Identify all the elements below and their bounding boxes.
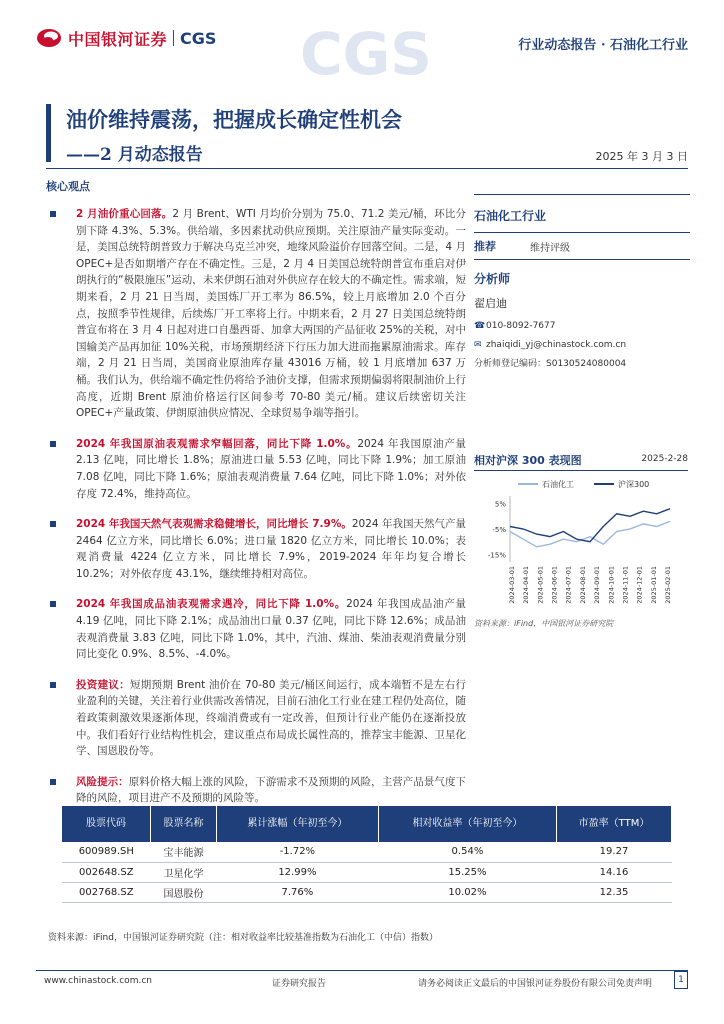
brand-logo [36,26,216,50]
paragraph-lead: 2024 年我国成品油表观需求遇冷，同比下降 1.0%。 [76,598,347,611]
paragraph-refined-demand [50,596,466,662]
analyst-name: 翟启迪 [474,297,507,310]
cell-pe: 14.16 [556,862,671,882]
logo-en-text: CGS [180,28,217,48]
paragraph-crude-demand [50,436,466,502]
footer-divider [36,970,688,971]
x-tick-label: 2024-07-01 [564,566,573,604]
chart-title: 相对沪深 300 表现图 [474,454,582,467]
x-tick-label: 2024-11-01 [621,566,630,604]
bullet-square-icon [50,521,56,527]
cgs-watermark [300,8,432,92]
table-row [62,862,672,882]
cell-pe: 19.27 [556,842,671,862]
phone-icon: ☎ [474,321,486,331]
paragraph-body: 原料价格大幅上涨的风险，下游需求不及预期的风险，主营产品景气度下降的风险，项目进产不及预期的风险等。 [76,775,467,805]
col-code: 股票代码 [62,806,151,842]
cell-cum-return: 7.76% [216,882,378,902]
cell-cum-return: -1.72% [216,842,378,862]
x-tick-label: 2024-09-01 [593,566,602,604]
paragraph-lead: 投资建议： [76,678,130,691]
cell-name: 国恩股份 [151,882,217,902]
chart-date: 2025-2-28 [641,454,688,464]
x-tick-label: 2024-12-01 [635,566,644,604]
paragraph-lead: 2 月油价重心回落。 [76,208,173,220]
paragraph-oil-price [50,206,466,422]
title-accent-bar [46,104,51,162]
phone-text: 010-8092-7677 [486,321,556,331]
report-subtitle: ——2 月动态报告 [66,145,203,165]
cell-rel-return: 15.25% [378,862,556,882]
chart-divider [474,470,688,471]
col-cum-return: 累计涨幅（年初至今） [216,806,378,842]
table-source: 资料来源：iFind，中国银河证券研究院（注：相对收益率比较基准指数为石油化工（中信）指数） [48,933,438,943]
svg-text:CGS: CGS [300,20,432,88]
paragraph-lead: 风险提示： [76,775,129,788]
report-category: 行业动态报告 · 石油化工行业 [518,38,688,53]
core-views [50,206,466,821]
cell-code: 600989.SH [62,842,151,862]
cell-code: 002648.SZ [62,862,151,882]
analyst-email[interactable] [474,336,690,355]
x-tick-label: 2024-08-01 [578,566,587,604]
rating-row [474,233,690,259]
analyst-phone [474,317,690,336]
email-icon: ✉ [474,340,482,350]
x-tick-label: 2025-02-01 [664,566,672,604]
x-tick-label: 2024-04-01 [522,566,531,604]
page-number: 1 [674,971,688,989]
analyst-cert [474,355,690,374]
chart-source: 资料来源：iFind，中国银河证券研究院 [474,619,614,628]
paragraph-lead: 2024 年我国原油表观需求窄幅回落，同比下降 1.0%。 [76,437,358,450]
paragraph-body: 2024 年我国天然气产量 2464 亿立方米，同比增长 6.0%；进口量 1820 亿立方米，同比增长 10.0%；表观消费量 4224 亿立方米，同比增长 7.9%，2019-2024 年年均复合增长 10.2%；对外依存度 43.1%，继续维持相对高位。 [76,518,467,580]
analyst-heading: 分析师 [474,272,511,286]
y-tick-label: -15% [487,551,506,560]
footer-disclaimer: 请务必阅读正文最后的中国银河证券股份有限公司免责声明 [418,979,653,989]
paragraph-gas-demand [50,516,466,582]
rating-value: 维持评级 [530,242,570,254]
table-row [62,882,672,902]
paragraph-lead: 2024 年我国天然气表观需求稳健增长，同比增长 7.9%。 [76,518,352,531]
x-tick-label: 2025-01-01 [649,566,658,604]
y-tick-label: 5% [494,500,506,509]
report-date: 2025 年 3 月 3 日 [595,150,688,163]
core-views-label: 核心观点 [46,180,90,193]
title-divider [46,168,688,169]
table-row [62,842,672,862]
col-pe: 市盈率（TTM） [556,806,671,842]
paragraph-body: 2 月 Brent、WTI 月均价分别为 75.0、71.2 美元/桶，环比分别下降 4.3%、5.3%。供给端，多因素扰动供应预期。关注原油产量实际变动。一是，美国总统特朗普致力于解决乌克兰冲突，地缘风险溢价存回落空间。二是，4 月 OPEC+是否如期增产存在不确定性。三是，2 月 4 日美国总统特朗普宣布重启对伊朗执行的“极限施压”运动，未来伊朗石油对外供应存在较大的不确定性。需求端，短期来看，2 月 21 日当周，美国炼厂开工率为 86.5%，较上月底增加 2.0 个百分点，按照季节性规律，后续炼厂开工率将上行。中期来看，2 月 27 日美国总统特朗普宣布将在 3 月 4 日起对进口自墨西哥、加拿大两国的产品征收 25%的关税，对中国输美产品再加征 10%关税，市场预期经济下行压力加大进而拖累原油需求。库存端，2 月 21 日当周，美国商业原油库存量 43016 万桶，较 1 月底增加 637 万桶。我们认为，供给端不确定性仍将给予油价支撑，但需求预期偏弱将限制油价上行高度，近期 Brent 原油价格运行区间参考 70-80 美元/桶。建议后续密切关注 OPEC+产量政策、伊朗原油供应情况、全球贸易争端等指引。 [76,208,466,420]
cell-rel-return: 10.02% [378,882,556,902]
bullet-square-icon [50,441,56,447]
relative-performance-chart [474,472,690,616]
cell-name: 宝丰能源 [151,842,217,862]
logo-divider [173,30,174,46]
sidebar [474,194,690,374]
cell-pe: 12.35 [556,882,671,902]
paragraph-body: 2024 年我国原油产量 2.13 亿吨，同比增长 1.8%；原油进口量 5.53 亿吨，同比下降 1.9%；加工原油 7.08 亿吨，同比下降 1.6%；原油表观消费量 7.64 亿吨，同比下降 1.0%；对外依存度 72.4%，维持高位。 [76,437,467,500]
paragraph-body: 2024 年我国成品油产量 4.19 亿吨，同比下降 2.1%；成品油出口量 0.37 亿吨，同比下降 12.6%；成品油表观消费量 3.83 亿吨，同比下降 1.0%，其中，汽油、煤油、柴油表观消费量分别同比变化 0.9%、8.5%、-4.0%。 [76,598,467,661]
bullet-square-icon [50,601,56,607]
report-title: 油价维持震荡，把握成长确定性机会 [66,107,402,132]
series-line-petrochem [510,521,670,546]
cert-text: 分析师登记编码：S0130524080004 [474,359,627,369]
legend-label-hs300: 沪深300 [618,480,650,489]
footer-url[interactable]: www.chinastock.com.cn [44,976,152,986]
footer-report-type: 证券研究报告 [272,979,327,989]
x-tick-label: 2024-10-01 [607,566,616,604]
x-tick-label: 2024-06-01 [550,566,559,604]
legend-label-petrochem: 石油化工 [542,480,574,489]
cell-name: 卫星化学 [151,862,217,882]
cell-code: 002768.SZ [62,882,151,902]
x-tick-label: 2024-05-01 [536,566,545,604]
col-rel-return: 相对收益率（年初至今） [378,806,556,842]
email-text[interactable]: zhaiqidi_yj@chinastock.com.cn [486,340,627,350]
paragraph-body: 短期预期 Brent 油价在 70-80 美元/桶区间运行，成本端暂不是左右行业盈利的关键，关注着行业供需改善情况，目前石油化工行业在建工程仍处高位，随着政策刺激效果逐渐体现，终端消费或有一定改善，但预计行业产能仍在逐渐投放中。我们看好行业结构性机会，建议重点布局成长属性高的，推荐宝丰能源、卫星化学、国恩股份等。 [76,678,466,758]
logo-swirl-icon [36,26,64,50]
cell-cum-return: 12.99% [216,862,378,882]
bullet-square-icon [50,779,56,785]
paragraph-investment [50,677,466,760]
paragraph-risk [50,774,466,807]
table-header-row [62,806,672,842]
rating-label: 推荐 [474,240,496,253]
industry-name: 石油化工行业 [474,209,547,223]
logo-cn-text: 中国银河证券 [68,29,168,49]
y-tick-label: -5% [492,526,506,534]
recommendation-table [62,806,672,903]
cell-rel-return: 0.54% [378,842,556,862]
x-tick-label: 2024-03-01 [508,566,516,604]
bullet-square-icon [50,682,56,688]
bullet-square-icon [50,211,56,217]
col-name: 股票名称 [151,806,217,842]
